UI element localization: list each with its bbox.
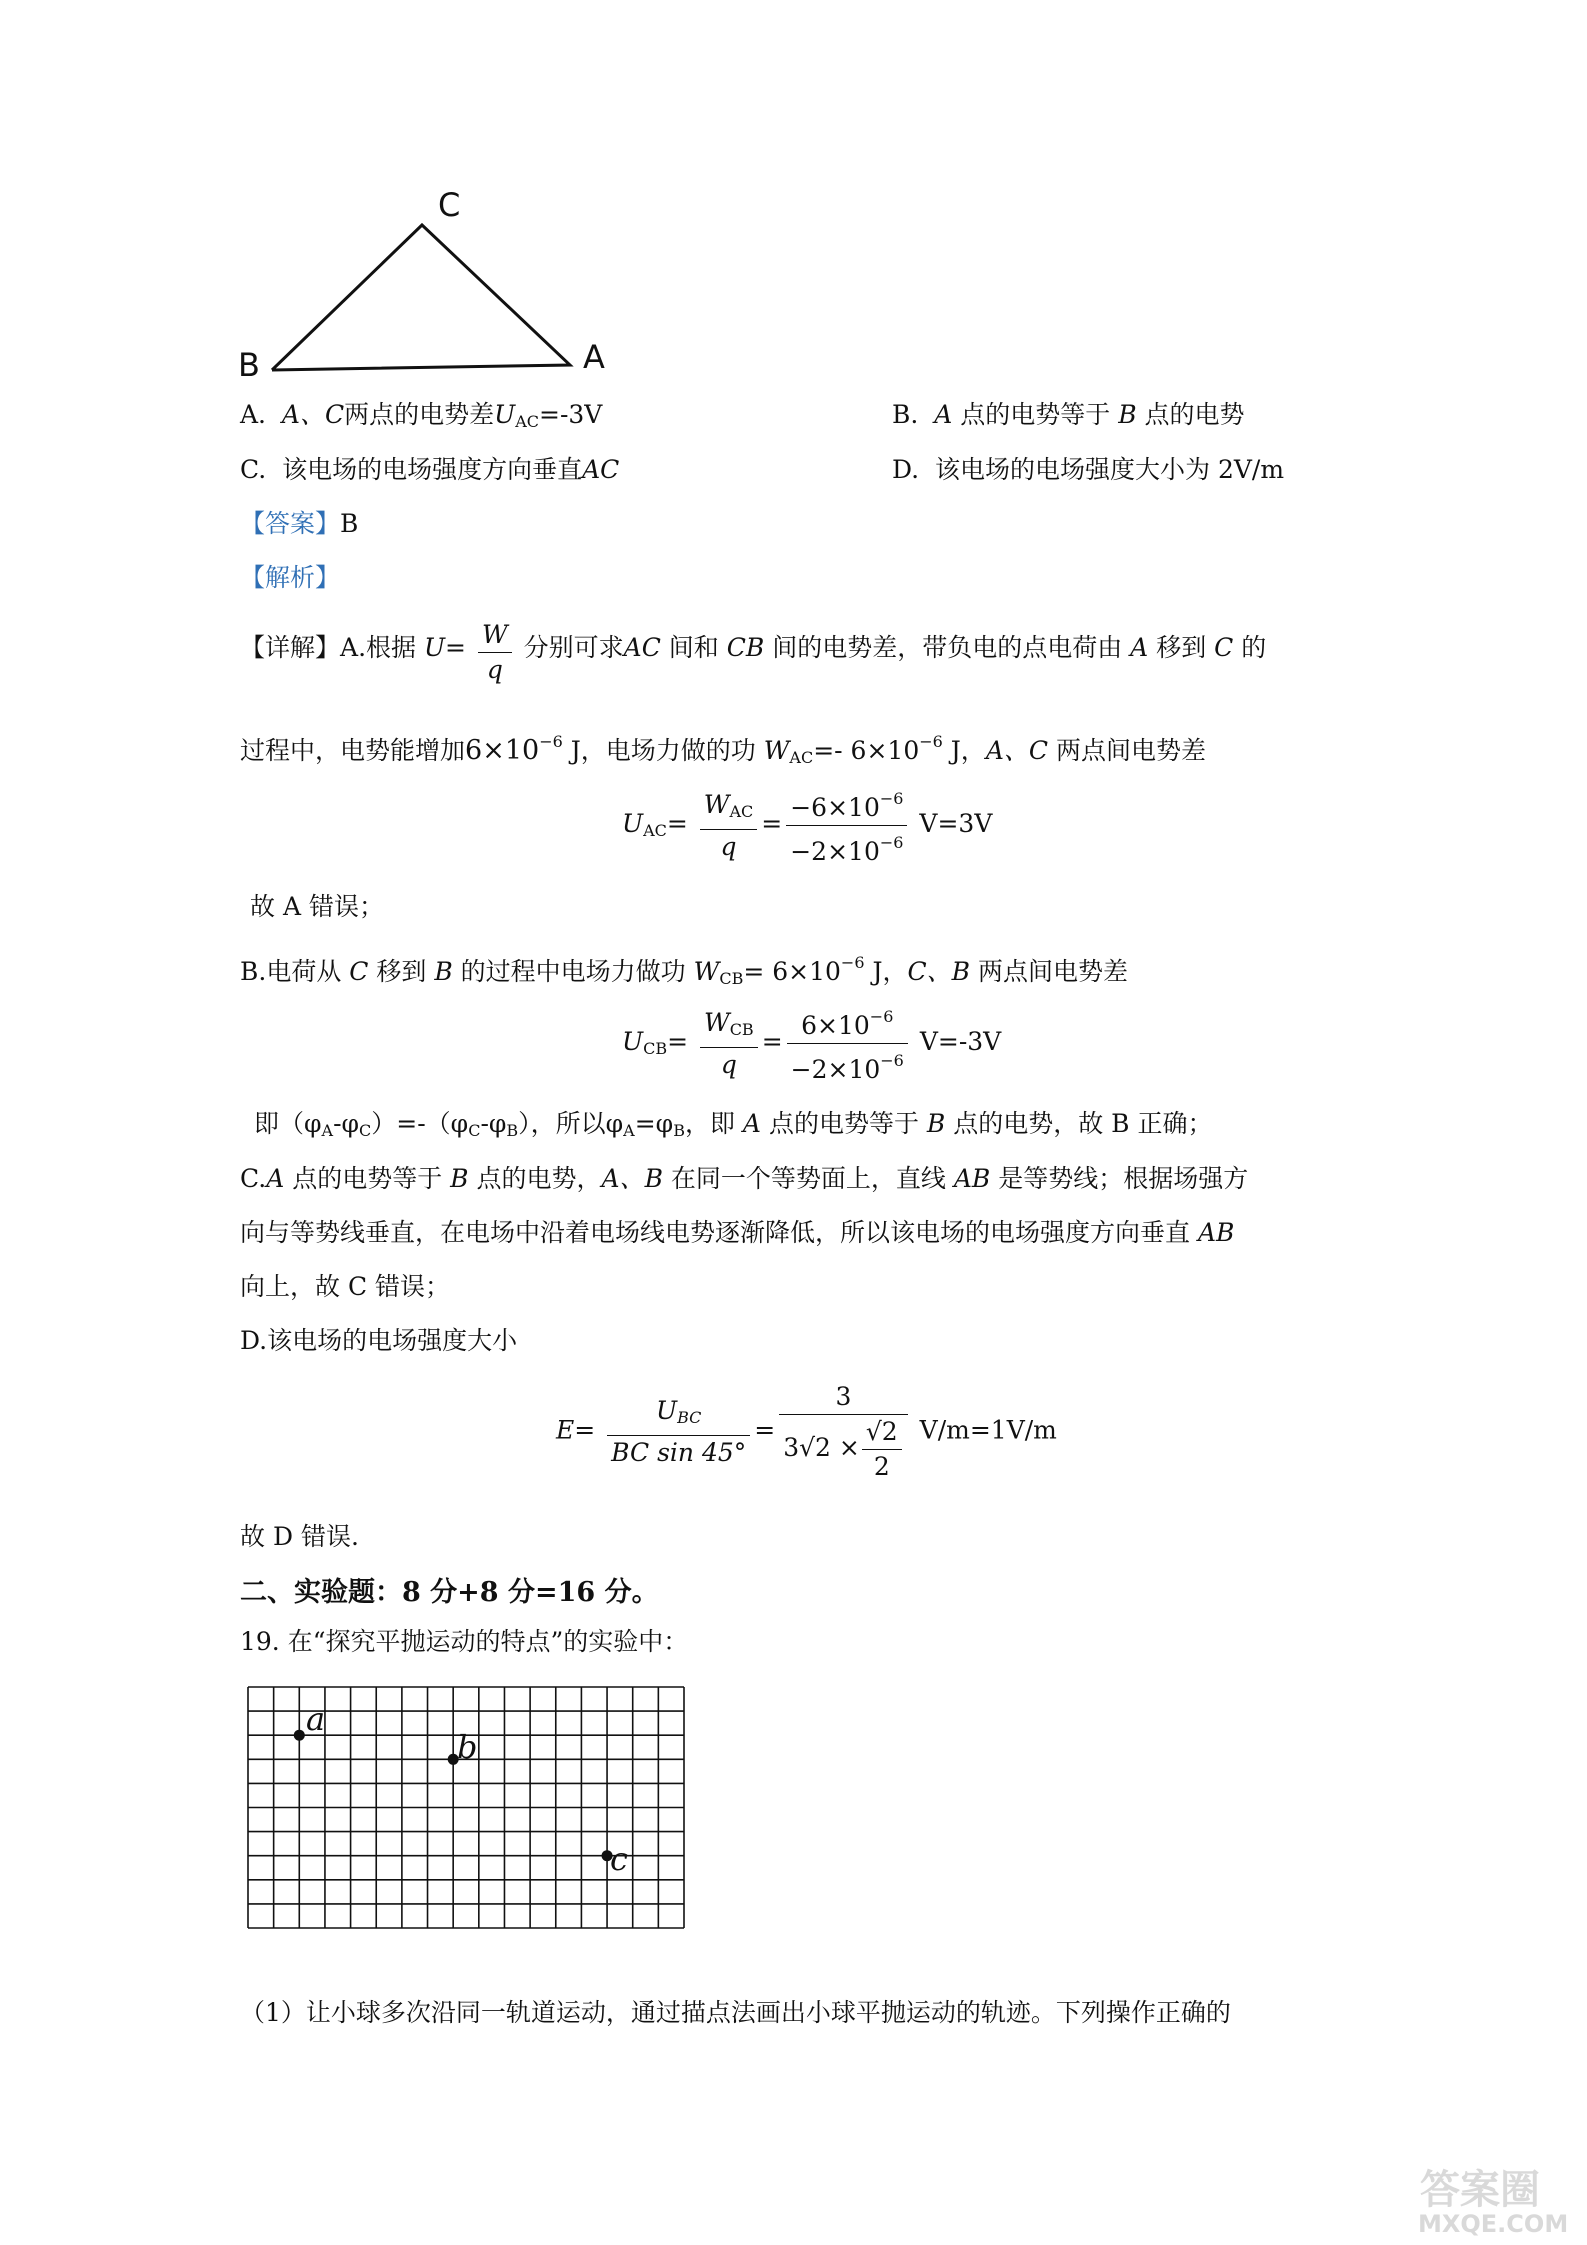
detail-phi-line: 即$(\varphi_A-\varphi_C)=-(\varphi_C-\varphi_B)$，所以$\varphi_A=\varphi_B$，即 A 点的电势等于 B 点的电势，故 B 正确；: [254, 1109, 1213, 1140]
detail-b-line: B.电荷从 C 移到 B 的过程中电场力做功 $W_{CB}= 6\times 10^{-6}$ J，C、B 两点间电势差: [240, 953, 1128, 988]
detail-d-wrong: 故 D 错误.: [240, 1522, 359, 1551]
detail-line-1: 【详解】A.根据 U= $\frac{W}{q}$ 分别可求AC 间和 CB 间的电势差，带负电的点电荷由 A 移到 C 的: [240, 620, 1267, 684]
detail-c-line-3: 向上，故 C 错误；: [240, 1272, 451, 1301]
section-title: 二、实验题：8 分+8 分=16 分。: [240, 1577, 659, 1608]
analysis-label: 【解析】: [240, 563, 341, 592]
option-c: C. 该电场的电场强度方向垂直AC: [240, 455, 620, 484]
q19-stem: 19. 在“探究平抛运动的特点”的实验中：: [240, 1627, 689, 1656]
point-label-b: b: [457, 1728, 478, 1766]
point-label-c: c: [610, 1840, 628, 1878]
watermark-bottom: MXQE.COM: [1418, 2210, 1569, 2238]
detail-a-wrong: 故 A 错误；: [250, 892, 384, 921]
answer-line: 【答案】B: [240, 509, 359, 538]
option-a: A. A、C两点的电势差$U_{AC}=-3V$: [240, 400, 603, 431]
equation-uac: $U_{AC}=$ $\frac{W_{AC}}{q}$ = $\frac{-6\times 10^{-6}}{-2\times 10^{-6}}$ V=3V: [622, 782, 992, 869]
option-b: B. A 点的电势等于 B 点的电势: [892, 400, 1245, 429]
triangle-label-a: A: [583, 338, 605, 376]
triangle-label-b: B: [238, 346, 260, 384]
option-d: D. 该电场的电场强度大小为 2V/m: [892, 455, 1285, 484]
equation-ucb: $U_{CB}=$ $\frac{W_{CB}}{q}$ = $\frac{6\times 10^{-6}}{-2\times 10^{-6}}$ V=-3V: [622, 1000, 1001, 1087]
q19-sub1: （1）让小球多次沿同一轨道运动，通过描点法画出小球平抛运动的轨迹。下列操作正确的: [240, 1998, 1231, 2027]
point-label-a: a: [306, 1700, 326, 1738]
triangle-label-c: C: [438, 186, 461, 224]
detail-c-line-1: C.A 点的电势等于 B 点的电势，A、B 在同一个等势面上，直线 AB 是等势线；根据场强方: [240, 1164, 1249, 1193]
watermark-top: 答案圈: [1420, 2167, 1540, 2213]
equation-e: E= $\frac{U_{BC}}{\text{BC sin 45°}}$ = 3 3√2 × $\frac{√2}{2}$ V/m=1V/m: [556, 1382, 1057, 1481]
detail-c-line-2: 向与等势线垂直，在电场中沿着电场线电势逐渐降低，所以该电场的电场强度方向垂直 AB: [240, 1218, 1235, 1247]
detail-line-2: 过程中，电势能增加$6\times 10^{-6}$ J，电场力做的功 $W_{AC}=-$ $6\times 10^{-6}$ J，A、C 两点间电势差: [240, 732, 1206, 767]
trajectory-point-a: [294, 1730, 305, 1741]
triangle-figure: [220, 180, 620, 390]
detail-d-line: D.该电场的电场强度大小: [240, 1326, 518, 1355]
